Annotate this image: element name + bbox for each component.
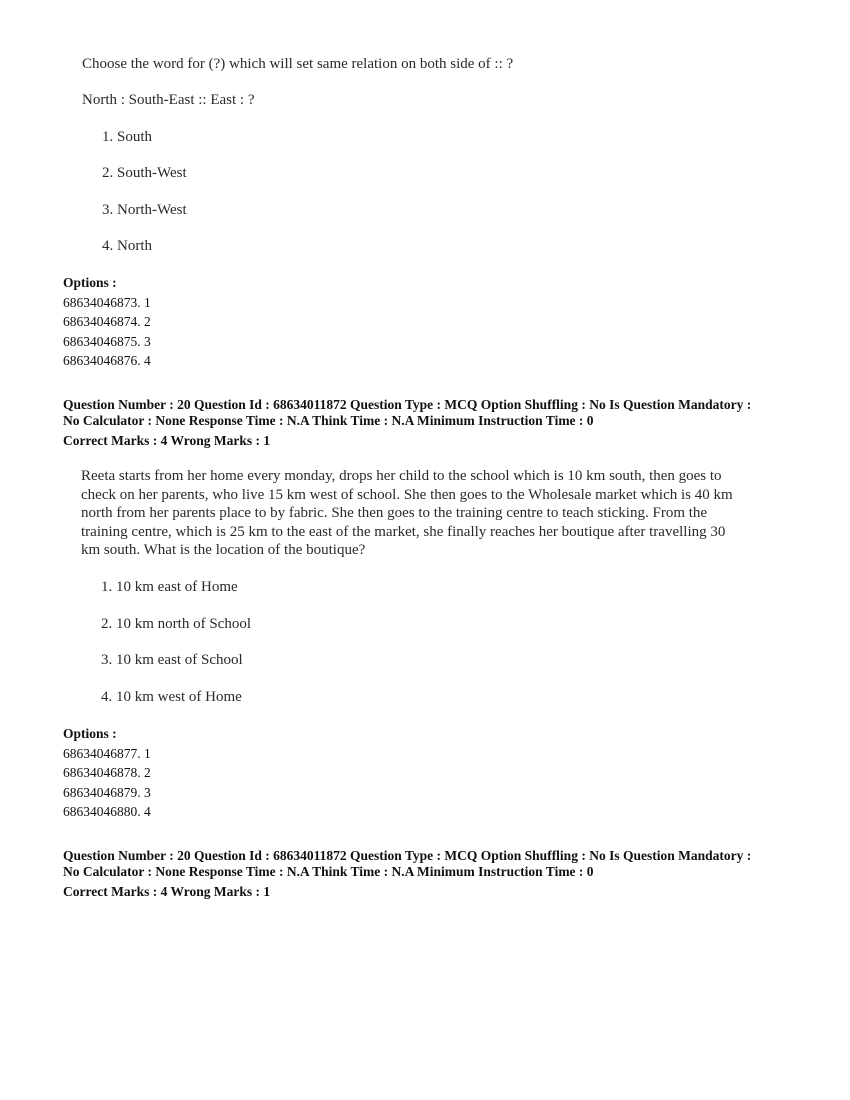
options-label: Options : — [63, 275, 117, 290]
option-id-row: 68634046877. 1 — [63, 745, 151, 761]
analogy-text: North : South-East :: East : ? — [82, 92, 255, 108]
question-meta-line-2: No Calculator : None Response Time : N.A Think Time : N.A Minimum Instruction Time : 0 — [63, 864, 594, 879]
choice-4: 4. 10 km west of Home — [101, 689, 242, 705]
choice-1: 1. 10 km east of Home — [101, 579, 238, 595]
question-paragraph — [81, 467, 781, 560]
paragraph-line: training centre, which is 25 km to the east of the market, she finally reaches her boutique after travelling 30 — [81, 523, 726, 540]
question-meta — [63, 848, 751, 900]
question-meta-line-1: Question Number : 20 Question Id : 68634011872 Question Type : MCQ Option Shuffling : No Is Question Mandatory : — [63, 848, 752, 863]
marks-line: Correct Marks : 4 Wrong Marks : 1 — [63, 433, 271, 448]
choice-4: 4. North — [102, 238, 152, 254]
paragraph-line: km south. What is the location of the boutique? — [81, 542, 366, 558]
paragraph-line: north from her parents place to by fabric. She then goes to the training centre to teach sticking. From the — [81, 505, 708, 521]
choice-2: 2. 10 km north of School — [101, 616, 251, 632]
option-id-row: 68634046873. 1 — [63, 294, 151, 310]
choice-3: 3. 10 km east of School — [101, 652, 243, 668]
question-prompt: Choose the word for (?) which will set same relation on both side of :: ? — [82, 56, 514, 72]
question-meta — [63, 397, 751, 449]
choice-2: 2. South-West — [102, 165, 187, 181]
option-id-row: 68634046879. 3 — [63, 784, 151, 800]
marks-line: Correct Marks : 4 Wrong Marks : 1 — [63, 884, 271, 899]
choice-1: 1. South — [102, 129, 153, 145]
options-block — [63, 273, 151, 371]
choice-3: 3. North-West — [102, 202, 187, 218]
option-id-row: 68634046878. 2 — [63, 765, 151, 780]
question-meta-line-1: Question Number : 20 Question Id : 68634011872 Question Type : MCQ Option Shuffling : No Is Question Mandatory : — [63, 397, 752, 412]
option-id-row: 68634046880. 4 — [63, 804, 151, 819]
option-id-row: 68634046874. 2 — [63, 314, 151, 329]
option-id-row: 68634046876. 4 — [63, 353, 151, 368]
question-meta-line-2: No Calculator : None Response Time : N.A Think Time : N.A Minimum Instruction Time : 0 — [63, 413, 594, 428]
paragraph-line: Reeta starts from her home every monday, drops her child to the school which is 10 km south, then goes to — [81, 468, 722, 484]
paragraph-line: check on her parents, who live 15 km west of school. She then goes to the Wholesale market which is 40 km — [81, 486, 733, 503]
options-block — [63, 724, 151, 822]
options-label: Options : — [63, 726, 117, 741]
option-id-row: 68634046875. 3 — [63, 333, 151, 349]
